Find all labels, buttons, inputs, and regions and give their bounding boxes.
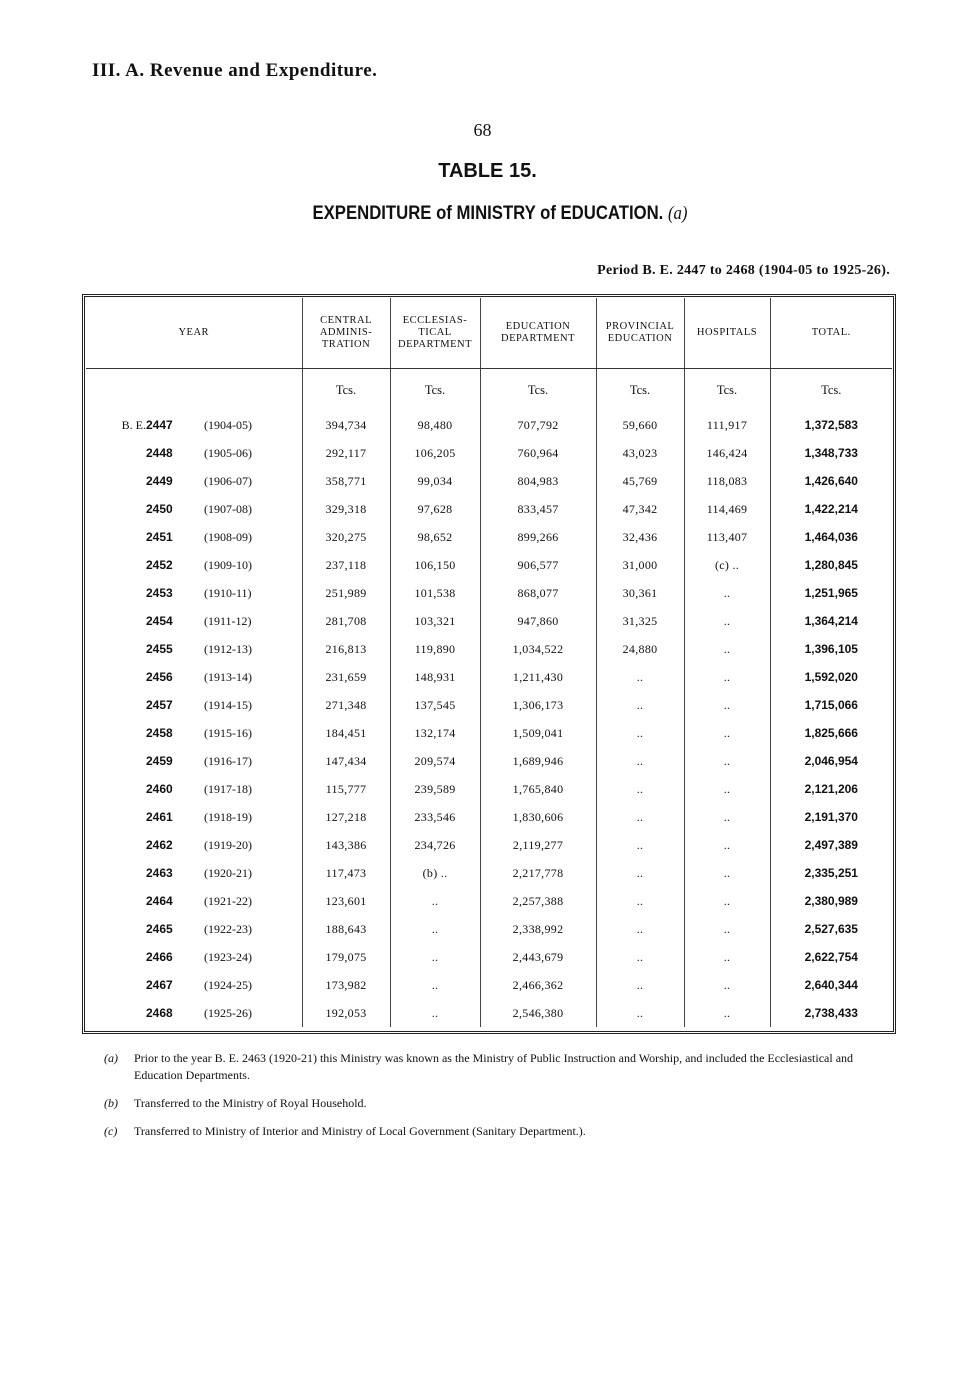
table-title-text: EXPENDITURE of MINISTRY of EDUCATION. bbox=[312, 203, 664, 224]
table-row bbox=[86, 803, 892, 831]
row-be-year: 2467 bbox=[146, 978, 173, 992]
row-be-year: 2447 bbox=[146, 418, 173, 432]
col-header-year: YEAR bbox=[86, 298, 302, 369]
row-ce-year: (1923-24) bbox=[204, 949, 252, 964]
cell-provincial: 31,000 bbox=[596, 551, 684, 579]
table-row bbox=[86, 467, 892, 495]
cell-total: 1,592,020 bbox=[770, 663, 892, 691]
cell-hospitals: 146,424 bbox=[684, 439, 770, 467]
footnote-mark: (b) bbox=[104, 1096, 118, 1110]
row-ce-year: (1908-09) bbox=[204, 529, 252, 544]
cell-ecclesiastical: 148,931 bbox=[390, 663, 480, 691]
col-header-education: EDUCATION DEPARTMENT bbox=[480, 298, 596, 369]
cell-total: 1,372,583 bbox=[770, 411, 892, 439]
cell-total: 1,464,036 bbox=[770, 523, 892, 551]
era-spacer bbox=[86, 467, 146, 495]
cell-provincial: .. bbox=[596, 719, 684, 747]
cell-central: 117,473 bbox=[302, 859, 390, 887]
unit-education: Tcs. bbox=[480, 369, 596, 412]
era-spacer bbox=[86, 635, 146, 663]
table-row bbox=[86, 831, 892, 859]
era-spacer bbox=[86, 803, 146, 831]
row-be-year: 2458 bbox=[146, 726, 173, 740]
cell-central: 271,348 bbox=[302, 691, 390, 719]
row-ce-year: (1911-12) bbox=[204, 613, 252, 628]
cell-total: 1,348,733 bbox=[770, 439, 892, 467]
table-row bbox=[86, 635, 892, 663]
row-ce-year: (1909-10) bbox=[204, 557, 252, 572]
era-spacer bbox=[86, 691, 146, 719]
unit-row bbox=[86, 369, 892, 412]
cell-total: 1,280,845 bbox=[770, 551, 892, 579]
table-row bbox=[86, 887, 892, 915]
cell-ecclesiastical: (b) .. bbox=[390, 859, 480, 887]
footnote-text: Transferred to the Ministry of Royal Household. bbox=[134, 1096, 367, 1110]
cell-hospitals: .. bbox=[684, 579, 770, 607]
cell-education: 1,830,606 bbox=[480, 803, 596, 831]
cell-central: 143,386 bbox=[302, 831, 390, 859]
cell-education: 906,577 bbox=[480, 551, 596, 579]
row-be-year: 2453 bbox=[146, 586, 173, 600]
cell-education: 2,546,380 bbox=[480, 999, 596, 1027]
unit-hospitals: Tcs. bbox=[684, 369, 770, 412]
cell-hospitals: .. bbox=[684, 719, 770, 747]
cell-hospitals: 113,407 bbox=[684, 523, 770, 551]
header-row bbox=[86, 298, 892, 369]
cell-total: 2,191,370 bbox=[770, 803, 892, 831]
table-row bbox=[86, 579, 892, 607]
cell-provincial: .. bbox=[596, 999, 684, 1027]
era-spacer bbox=[86, 775, 146, 803]
row-be-year: 2454 bbox=[146, 614, 173, 628]
cell-ecclesiastical: 98,480 bbox=[390, 411, 480, 439]
row-ce-year: (1917-18) bbox=[204, 781, 252, 796]
cell-central: 184,451 bbox=[302, 719, 390, 747]
era-spacer bbox=[86, 831, 146, 859]
cell-central: 216,813 bbox=[302, 635, 390, 663]
cell-hospitals: 114,469 bbox=[684, 495, 770, 523]
cell-hospitals: .. bbox=[684, 607, 770, 635]
cell-total: 2,640,344 bbox=[770, 971, 892, 999]
cell-central: 394,734 bbox=[302, 411, 390, 439]
cell-central: 123,601 bbox=[302, 887, 390, 915]
cell-ecclesiastical: .. bbox=[390, 887, 480, 915]
row-ce-year: (1913-14) bbox=[204, 669, 252, 684]
row-be-year: 2460 bbox=[146, 782, 173, 796]
cell-ecclesiastical: 106,205 bbox=[390, 439, 480, 467]
cell-ecclesiastical: 233,546 bbox=[390, 803, 480, 831]
cell-provincial: .. bbox=[596, 859, 684, 887]
row-be-year: 2466 bbox=[146, 950, 173, 964]
table-row bbox=[86, 747, 892, 775]
cell-education: 947,860 bbox=[480, 607, 596, 635]
era-spacer bbox=[86, 495, 146, 523]
cell-provincial: .. bbox=[596, 747, 684, 775]
cell-ecclesiastical: .. bbox=[390, 915, 480, 943]
table-row bbox=[86, 523, 892, 551]
cell-education: 2,217,778 bbox=[480, 859, 596, 887]
cell-total: 1,251,965 bbox=[770, 579, 892, 607]
table-row bbox=[86, 691, 892, 719]
footnote-text: Transferred to Ministry of Interior and Ministry of Local Government (Sanitary Department.). bbox=[134, 1124, 586, 1138]
cell-hospitals: .. bbox=[684, 831, 770, 859]
cell-total: 1,364,214 bbox=[770, 607, 892, 635]
row-be-year: 2465 bbox=[146, 922, 173, 936]
table-row bbox=[86, 971, 892, 999]
col-header-central: CENTRAL ADMINIS-TRATION bbox=[302, 298, 390, 369]
cell-provincial: .. bbox=[596, 887, 684, 915]
table-row bbox=[86, 663, 892, 691]
col-header-total: TOTAL. bbox=[770, 298, 892, 369]
table-row bbox=[86, 943, 892, 971]
row-ce-year: (1904-05) bbox=[204, 417, 252, 432]
cell-ecclesiastical: 209,574 bbox=[390, 747, 480, 775]
row-ce-year: (1925-26) bbox=[204, 1005, 252, 1020]
row-ce-year: (1906-07) bbox=[204, 473, 252, 488]
col-header-ecclesiastical: ECCLESIAS-TICAL DEPARTMENT bbox=[390, 298, 480, 369]
table-row bbox=[86, 859, 892, 887]
cell-total: 1,396,105 bbox=[770, 635, 892, 663]
era-spacer bbox=[86, 523, 146, 551]
cell-total: 2,046,954 bbox=[770, 747, 892, 775]
era-spacer bbox=[86, 579, 146, 607]
cell-provincial: 30,361 bbox=[596, 579, 684, 607]
era-spacer bbox=[86, 887, 146, 915]
row-ce-year: (1914-15) bbox=[204, 697, 252, 712]
row-ce-year: (1924-25) bbox=[204, 977, 252, 992]
cell-ecclesiastical: 99,034 bbox=[390, 467, 480, 495]
cell-education: 1,509,041 bbox=[480, 719, 596, 747]
cell-ecclesiastical: .. bbox=[390, 999, 480, 1027]
cell-hospitals: .. bbox=[684, 747, 770, 775]
unit-provincial: Tcs. bbox=[596, 369, 684, 412]
footnote-mark: (a) bbox=[104, 1051, 118, 1065]
row-ce-year: (1922-23) bbox=[204, 921, 252, 936]
footnote-mark: (c) bbox=[104, 1124, 118, 1138]
page-number: 68 bbox=[473, 120, 492, 140]
col-header-hospitals: HOSPITALS bbox=[684, 298, 770, 369]
row-be-year: 2451 bbox=[146, 530, 173, 544]
row-be-year: 2459 bbox=[146, 754, 173, 768]
cell-central: 231,659 bbox=[302, 663, 390, 691]
cell-education: 1,306,173 bbox=[480, 691, 596, 719]
cell-total: 2,738,433 bbox=[770, 999, 892, 1027]
table-row bbox=[86, 719, 892, 747]
row-ce-year: (1920-21) bbox=[204, 865, 252, 880]
unit-central: Tcs. bbox=[302, 369, 390, 412]
cell-ecclesiastical: .. bbox=[390, 971, 480, 999]
cell-ecclesiastical: 119,890 bbox=[390, 635, 480, 663]
era-spacer bbox=[86, 915, 146, 943]
cell-central: 173,982 bbox=[302, 971, 390, 999]
cell-education: 2,338,992 bbox=[480, 915, 596, 943]
cell-education: 1,211,430 bbox=[480, 663, 596, 691]
row-ce-year: (1912-13) bbox=[204, 641, 252, 656]
cell-central: 115,777 bbox=[302, 775, 390, 803]
row-be-year: 2448 bbox=[146, 446, 173, 460]
cell-education: 833,457 bbox=[480, 495, 596, 523]
cell-provincial: .. bbox=[596, 831, 684, 859]
cell-ecclesiastical: 101,538 bbox=[390, 579, 480, 607]
cell-ecclesiastical: 103,321 bbox=[390, 607, 480, 635]
cell-provincial: .. bbox=[596, 663, 684, 691]
row-ce-year: (1916-17) bbox=[204, 753, 252, 768]
cell-provincial: 59,660 bbox=[596, 411, 684, 439]
row-be-year: 2462 bbox=[146, 838, 173, 852]
row-ce-year: (1918-19) bbox=[204, 809, 252, 824]
cell-hospitals: 118,083 bbox=[684, 467, 770, 495]
cell-total: 2,335,251 bbox=[770, 859, 892, 887]
cell-central: 179,075 bbox=[302, 943, 390, 971]
era-spacer bbox=[86, 971, 146, 999]
cell-hospitals: .. bbox=[684, 915, 770, 943]
cell-central: 281,708 bbox=[302, 607, 390, 635]
cell-hospitals: .. bbox=[684, 971, 770, 999]
table-row bbox=[86, 411, 892, 439]
cell-provincial: .. bbox=[596, 803, 684, 831]
section-title: III. A. Revenue and Expenditure. bbox=[92, 60, 378, 81]
table-row bbox=[86, 607, 892, 635]
footnote-text: Prior to the year B. E. 2463 (1920-21) this Ministry was known as the Ministry of Public Instruction and Worship, and included the Ecclesiastical and Education Departments. bbox=[134, 1051, 854, 1082]
row-be-year: 2456 bbox=[146, 670, 173, 684]
row-be-year: 2452 bbox=[146, 558, 173, 572]
row-ce-year: (1905-06) bbox=[204, 445, 252, 460]
cell-central: 329,318 bbox=[302, 495, 390, 523]
table-row bbox=[86, 915, 892, 943]
cell-total: 2,121,206 bbox=[770, 775, 892, 803]
row-ce-year: (1907-08) bbox=[204, 501, 252, 516]
era-spacer bbox=[86, 663, 146, 691]
unit-ecclesiastical: Tcs. bbox=[390, 369, 480, 412]
row-be-year: 2449 bbox=[146, 474, 173, 488]
era-spacer bbox=[86, 943, 146, 971]
expenditure-table bbox=[86, 298, 892, 1027]
cell-total: 2,380,989 bbox=[770, 887, 892, 915]
cell-ecclesiastical: .. bbox=[390, 943, 480, 971]
row-be-year: 2463 bbox=[146, 866, 173, 880]
era-spacer bbox=[86, 607, 146, 635]
row-be-year: 2457 bbox=[146, 698, 173, 712]
cell-hospitals: .. bbox=[684, 943, 770, 971]
cell-hospitals: .. bbox=[684, 635, 770, 663]
footnotes bbox=[82, 1050, 902, 1151]
row-be-year: 2461 bbox=[146, 810, 173, 824]
cell-provincial: .. bbox=[596, 691, 684, 719]
era-spacer bbox=[86, 859, 146, 887]
unit-total: Tcs. bbox=[770, 369, 892, 412]
cell-hospitals: .. bbox=[684, 859, 770, 887]
era-spacer bbox=[86, 551, 146, 579]
era-spacer bbox=[86, 747, 146, 775]
cell-ecclesiastical: 106,150 bbox=[390, 551, 480, 579]
cell-hospitals: .. bbox=[684, 663, 770, 691]
era-label: B. E. bbox=[121, 417, 146, 432]
era-spacer bbox=[86, 999, 146, 1027]
table-row bbox=[86, 999, 892, 1027]
table-row bbox=[86, 551, 892, 579]
cell-provincial: 24,880 bbox=[596, 635, 684, 663]
cell-provincial: 43,023 bbox=[596, 439, 684, 467]
cell-central: 292,117 bbox=[302, 439, 390, 467]
cell-education: 2,466,362 bbox=[480, 971, 596, 999]
cell-education: 2,443,679 bbox=[480, 943, 596, 971]
row-ce-year: (1919-20) bbox=[204, 837, 252, 852]
cell-ecclesiastical: 234,726 bbox=[390, 831, 480, 859]
table-number: TABLE 15. bbox=[438, 160, 537, 182]
cell-education: 707,792 bbox=[480, 411, 596, 439]
cell-education: 2,257,388 bbox=[480, 887, 596, 915]
row-be-year: 2455 bbox=[146, 642, 173, 656]
era-spacer bbox=[86, 439, 146, 467]
cell-central: 192,053 bbox=[302, 999, 390, 1027]
cell-provincial: 47,342 bbox=[596, 495, 684, 523]
row-be-year: 2450 bbox=[146, 502, 173, 516]
cell-education: 868,077 bbox=[480, 579, 596, 607]
cell-total: 1,426,640 bbox=[770, 467, 892, 495]
table-row bbox=[86, 775, 892, 803]
cell-provincial: 45,769 bbox=[596, 467, 684, 495]
cell-total: 1,825,666 bbox=[770, 719, 892, 747]
cell-total: 1,422,214 bbox=[770, 495, 892, 523]
period-label: Period B. E. 2447 to 2468 (1904-05 to 1925-26). bbox=[597, 263, 890, 278]
cell-education: 760,964 bbox=[480, 439, 596, 467]
era-spacer bbox=[86, 719, 146, 747]
cell-ecclesiastical: 97,628 bbox=[390, 495, 480, 523]
row-be-year: 2468 bbox=[146, 1006, 173, 1020]
cell-education: 804,983 bbox=[480, 467, 596, 495]
table-row bbox=[86, 439, 892, 467]
row-be-year: 2464 bbox=[146, 894, 173, 908]
cell-hospitals: .. bbox=[684, 887, 770, 915]
cell-total: 2,527,635 bbox=[770, 915, 892, 943]
cell-central: 358,771 bbox=[302, 467, 390, 495]
cell-hospitals: .. bbox=[684, 775, 770, 803]
cell-central: 127,218 bbox=[302, 803, 390, 831]
cell-central: 320,275 bbox=[302, 523, 390, 551]
cell-ecclesiastical: 132,174 bbox=[390, 719, 480, 747]
cell-provincial: .. bbox=[596, 915, 684, 943]
cell-provincial: .. bbox=[596, 943, 684, 971]
cell-education: 899,266 bbox=[480, 523, 596, 551]
cell-total: 2,497,389 bbox=[770, 831, 892, 859]
cell-hospitals: .. bbox=[684, 999, 770, 1027]
cell-education: 2,119,277 bbox=[480, 831, 596, 859]
cell-total: 1,715,066 bbox=[770, 691, 892, 719]
row-ce-year: (1921-22) bbox=[204, 893, 252, 908]
table-title-footnote-ref: (a) bbox=[667, 203, 688, 224]
footnote-c bbox=[82, 1123, 902, 1140]
cell-central: 147,434 bbox=[302, 747, 390, 775]
cell-hospitals: 111,917 bbox=[684, 411, 770, 439]
cell-ecclesiastical: 137,545 bbox=[390, 691, 480, 719]
cell-ecclesiastical: 98,652 bbox=[390, 523, 480, 551]
cell-ecclesiastical: 239,589 bbox=[390, 775, 480, 803]
footnote-a bbox=[82, 1050, 902, 1084]
cell-hospitals: (c) .. bbox=[684, 551, 770, 579]
footnote-b bbox=[82, 1095, 902, 1112]
cell-provincial: 31,325 bbox=[596, 607, 684, 635]
cell-provincial: 32,436 bbox=[596, 523, 684, 551]
cell-education: 1,689,946 bbox=[480, 747, 596, 775]
cell-total: 2,622,754 bbox=[770, 943, 892, 971]
cell-hospitals: .. bbox=[684, 691, 770, 719]
cell-provincial: .. bbox=[596, 775, 684, 803]
cell-central: 237,118 bbox=[302, 551, 390, 579]
table-title bbox=[60, 203, 940, 225]
cell-hospitals: .. bbox=[684, 803, 770, 831]
col-header-provincial: PROVINCIAL EDUCATION bbox=[596, 298, 684, 369]
row-ce-year: (1915-16) bbox=[204, 725, 252, 740]
cell-central: 188,643 bbox=[302, 915, 390, 943]
cell-provincial: .. bbox=[596, 971, 684, 999]
cell-education: 1,034,522 bbox=[480, 635, 596, 663]
cell-education: 1,765,840 bbox=[480, 775, 596, 803]
cell-central: 251,989 bbox=[302, 579, 390, 607]
table-row bbox=[86, 495, 892, 523]
row-ce-year: (1910-11) bbox=[204, 585, 252, 600]
